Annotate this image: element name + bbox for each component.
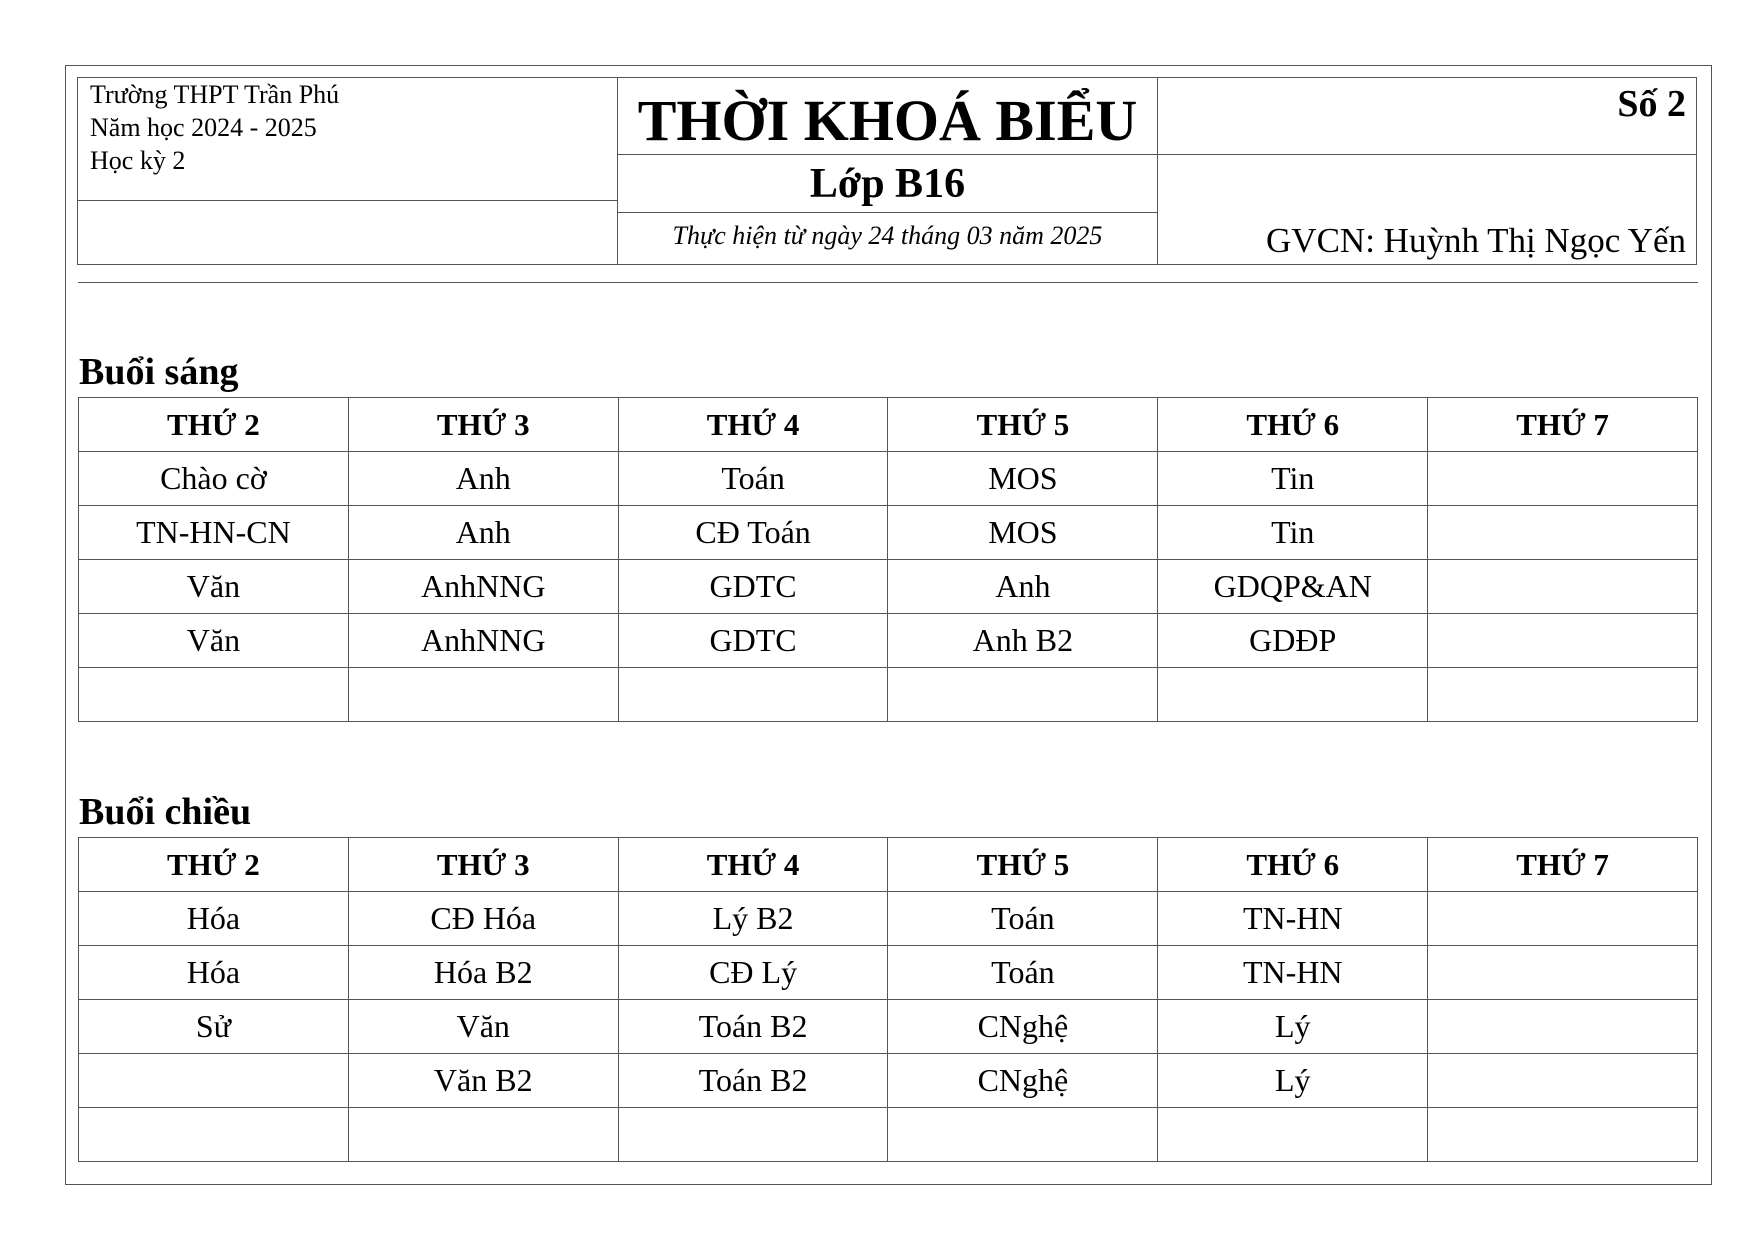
subject-cell: AnhNNG	[348, 560, 618, 614]
title-cell	[618, 78, 1158, 264]
subject-cell	[79, 668, 349, 722]
teacher-cell	[1158, 78, 1696, 264]
timetable-header	[77, 77, 1697, 265]
subject-cell	[1428, 560, 1698, 614]
homeroom-teacher: GVCN: Huỳnh Thị Ngọc Yến	[1266, 221, 1686, 260]
subject-cell	[1428, 452, 1698, 506]
subject-cell	[618, 668, 888, 722]
school-name: Trường THPT Trần Phú	[90, 80, 340, 109]
subject-cell	[888, 668, 1158, 722]
subject-cell: Toán B2	[618, 1000, 888, 1054]
period-row	[79, 946, 1698, 1000]
subject-cell: MOS	[888, 452, 1158, 506]
day-header: THỨ 7	[1428, 838, 1698, 892]
day-header: THỨ 6	[1158, 838, 1428, 892]
subject-cell: GDTC	[618, 560, 888, 614]
subject-cell: Hóa B2	[348, 946, 618, 1000]
subject-cell: GDQP&AN	[1158, 560, 1428, 614]
day-header: THỨ 5	[888, 838, 1158, 892]
subject-cell: Toán	[888, 892, 1158, 946]
effective-date: Thực hiện từ ngày 24 tháng 03 năm 2025	[672, 221, 1103, 250]
afternoon-timetable	[78, 837, 1698, 1162]
subject-cell: Hóa	[79, 892, 349, 946]
subject-cell: Lý	[1158, 1054, 1428, 1108]
day-header: THỨ 6	[1158, 398, 1428, 452]
header-divider	[618, 212, 1157, 213]
day-header: THỨ 3	[348, 398, 618, 452]
subject-cell: CNghệ	[888, 1000, 1158, 1054]
subject-cell: Anh	[348, 452, 618, 506]
day-header: THỨ 7	[1428, 398, 1698, 452]
subject-cell: Chào cờ	[79, 452, 349, 506]
page-title: THỜI KHOÁ BIỂU	[637, 88, 1138, 153]
period-row	[79, 1000, 1698, 1054]
afternoon-session-title: Buổi chiều	[79, 791, 252, 833]
subject-cell: Lý	[1158, 1000, 1428, 1054]
subject-cell	[618, 1108, 888, 1162]
subject-cell: Anh	[888, 560, 1158, 614]
school-info-cell	[78, 78, 618, 264]
subject-cell: Tin	[1158, 452, 1428, 506]
period-row	[79, 452, 1698, 506]
semester: Học kỳ 2	[90, 146, 186, 175]
subject-cell	[1428, 614, 1698, 668]
subject-cell: TN-HN-CN	[79, 506, 349, 560]
morning-timetable	[78, 397, 1698, 722]
subject-cell: GDĐP	[1158, 614, 1428, 668]
school-year: Năm học 2024 - 2025	[90, 113, 317, 142]
subject-cell	[79, 1054, 349, 1108]
period-row	[79, 614, 1698, 668]
subject-cell	[348, 668, 618, 722]
day-header: THỨ 2	[79, 838, 349, 892]
subject-cell: CĐ Toán	[618, 506, 888, 560]
header-divider	[78, 200, 617, 201]
subject-cell: CĐ Lý	[618, 946, 888, 1000]
subject-cell: CNghệ	[888, 1054, 1158, 1108]
subject-cell: TN-HN	[1158, 946, 1428, 1000]
subject-cell: Sử	[79, 1000, 349, 1054]
subject-cell: Văn	[79, 560, 349, 614]
subject-cell	[79, 1108, 349, 1162]
period-row	[79, 892, 1698, 946]
subject-cell	[1158, 1108, 1428, 1162]
subject-cell: CĐ Hóa	[348, 892, 618, 946]
subject-cell: Toán	[618, 452, 888, 506]
subject-cell	[1428, 668, 1698, 722]
school-info	[90, 78, 339, 177]
subject-cell: Tin	[1158, 506, 1428, 560]
day-header: THỨ 2	[79, 398, 349, 452]
header-divider	[1158, 154, 1696, 155]
day-header: THỨ 5	[888, 398, 1158, 452]
subject-cell: MOS	[888, 506, 1158, 560]
subject-cell: Hóa	[79, 946, 349, 1000]
class-name: Lớp B16	[809, 161, 966, 207]
day-header-row	[79, 398, 1698, 452]
subject-cell: Toán	[888, 946, 1158, 1000]
section-divider	[78, 282, 1698, 283]
subject-cell: Anh	[348, 506, 618, 560]
day-header-row	[79, 838, 1698, 892]
subject-cell: Văn	[79, 614, 349, 668]
subject-cell	[348, 1108, 618, 1162]
subject-cell	[888, 1108, 1158, 1162]
period-row	[79, 560, 1698, 614]
sheet-number: Số 2	[1617, 83, 1686, 125]
header-divider	[618, 154, 1157, 155]
subject-cell	[1428, 506, 1698, 560]
period-row	[79, 1108, 1698, 1162]
subject-cell	[1158, 668, 1428, 722]
subject-cell: Anh B2	[888, 614, 1158, 668]
period-row	[79, 506, 1698, 560]
period-row	[79, 1054, 1698, 1108]
subject-cell	[1428, 892, 1698, 946]
morning-session-title: Buổi sáng	[79, 351, 239, 393]
subject-cell	[1428, 946, 1698, 1000]
subject-cell: Lý B2	[618, 892, 888, 946]
subject-cell: GDTC	[618, 614, 888, 668]
day-header: THỨ 4	[618, 838, 888, 892]
subject-cell: AnhNNG	[348, 614, 618, 668]
period-row	[79, 668, 1698, 722]
subject-cell	[1428, 1054, 1698, 1108]
day-header: THỨ 3	[348, 838, 618, 892]
subject-cell: TN-HN	[1158, 892, 1428, 946]
subject-cell	[1428, 1108, 1698, 1162]
subject-cell: Toán B2	[618, 1054, 888, 1108]
subject-cell: Văn	[348, 1000, 618, 1054]
day-header: THỨ 4	[618, 398, 888, 452]
subject-cell	[1428, 1000, 1698, 1054]
subject-cell: Văn B2	[348, 1054, 618, 1108]
